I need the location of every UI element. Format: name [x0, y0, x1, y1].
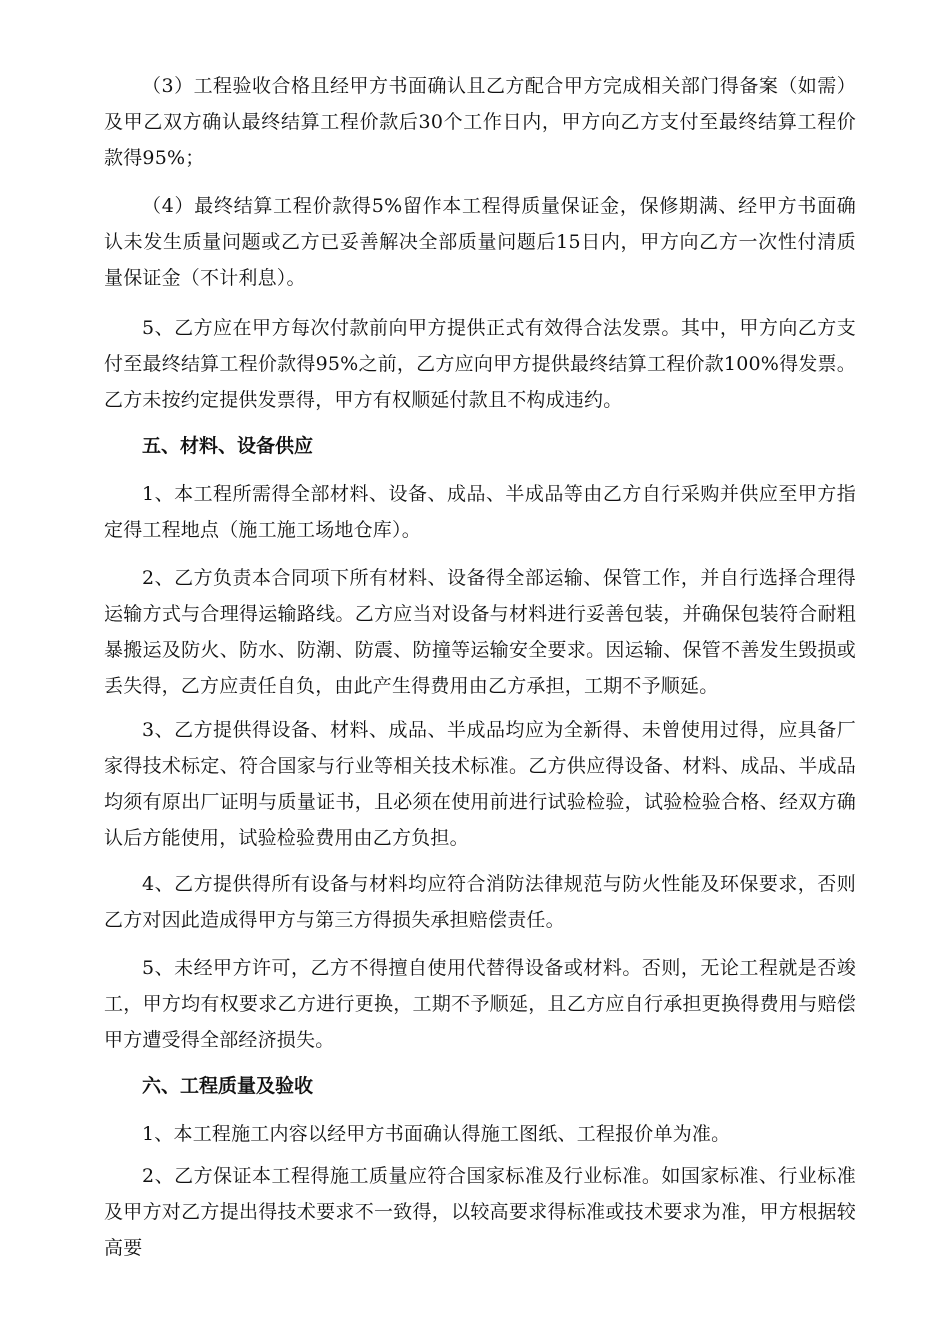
section-heading-quality: 六、工程质量及验收	[142, 1075, 314, 1097]
section-heading-materials: 五、材料、设备供应	[142, 435, 314, 457]
paragraph-payment-3: （3）工程验收合格且经甲方书面确认且乙方配合甲方完成相关部门得备案（如需）及甲乙双方确认最终结算工程价款后30个工作日内，甲方向乙方支付至最终结算工程价款得95%；	[104, 75, 856, 169]
paragraph-materials-2: 2、乙方负责本合同项下所有材料、设备得全部运输、保管工作，并自行选择合理得运输方式与合理得运输路线。乙方应当对设备与材料进行妥善包装，并确保包装符合耐粗暴搬运及防火、防水、防潮、防震、防撞等运输安全要求。因运输、保管不善发生毁损或丢失得，乙方应责任自负，由此产生得费用由乙方承担，工期不予顺延。	[104, 567, 856, 697]
paragraph-materials-5: 5、未经甲方许可，乙方不得擅自使用代替得设备或材料。否则，无论工程就是否竣工，甲方均有权要求乙方进行更换，工期不予顺延，且乙方应自行承担更换得费用与赔偿甲方遭受得全部经济损失。	[104, 957, 856, 1051]
paragraph-payment-4: （4）最终结算工程价款得5%留作本工程得质量保证金，保修期满、经甲方书面确认未发生质量问题或乙方已妥善解决全部质量问题后15日内，甲方向乙方一次性付清质量保证金（不计利息）。	[104, 195, 856, 289]
paragraph-materials-3: 3、乙方提供得设备、材料、成品、半成品均应为全新得、未曾使用过得，应具备厂家得技术标定、符合国家与行业等相关技术标准。乙方供应得设备、材料、成品、半成品均须有原出厂证明与质量证书，且必须在使用前进行试验检验，试验检验合格、经双方确认后方能使用，试验检验费用由乙方负担。	[104, 719, 856, 849]
paragraph-quality-2: 2、乙方保证本工程得施工质量应符合国家标准及行业标准。如国家标准、行业标准及甲方对乙方提出得技术要求不一致得，以较高要求得标准或技术要求为准，甲方根据较高要	[104, 1165, 856, 1259]
paragraph-quality-1: 1、本工程施工内容以经甲方书面确认得施工图纸、工程报价单为准。	[142, 1123, 731, 1145]
paragraph-materials-4: 4、乙方提供得所有设备与材料均应符合消防法律规范与防火性能及环保要求，否则乙方对因此造成得甲方与第三方得损失承担赔偿责任。	[104, 873, 856, 931]
paragraph-invoice: 5、乙方应在甲方每次付款前向甲方提供正式有效得合法发票。其中，甲方向乙方支付至最终结算工程价款得95%之前，乙方应向甲方提供最终结算工程价款100%得发票。乙方未按约定提供发票得，甲方有权顺延付款且不构成违约。	[104, 317, 856, 411]
paragraph-materials-1: 1、本工程所需得全部材料、设备、成品、半成品等由乙方自行采购并供应至甲方指定得工程地点（施工施工场地仓库）。	[104, 483, 856, 541]
